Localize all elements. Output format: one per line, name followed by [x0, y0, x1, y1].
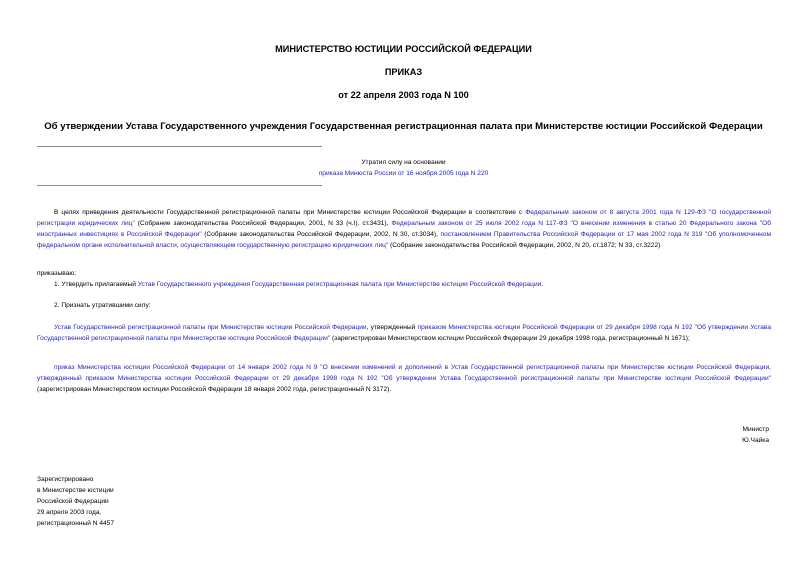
registration-line-3: Российской Федерации [37, 498, 109, 505]
separator-bottom [37, 185, 322, 186]
ministry-name: МИНИСТЕРСТВО ЮСТИЦИИ РОССИЙСКОЙ ФЕДЕРАЦИИ [275, 44, 532, 54]
status-link-wrap [0, 168, 807, 179]
document-title: Об утверждении Устава Государственного учреждения Государственная регистрационная палата при Министерстве юстиции Российской Федерации [44, 121, 763, 132]
signature-position: Министр [742, 426, 769, 433]
signature-name: Ю.Чайка [742, 437, 769, 444]
item-1-text: 1. Утвердить прилагаемый [54, 281, 138, 288]
law-129-fz-link[interactable]: Федеральным законом от 8 августа 2001 года N 129-ФЗ "О государственной регистрации юридических лиц" [37, 209, 771, 227]
document-type: ПРИКАЗ [384, 67, 423, 77]
preamble-text-2: (Собрание законодательства Российской Федерации, 2001, N 33 (ч.I), ст.3431), [134, 220, 392, 227]
charter-link[interactable]: Устав Государственного учреждения Государственная регистрационная палата при Министерстве юстиции Российской Федерации [137, 281, 542, 288]
document-date-number: от 22 апреля 2003 года N 100 [338, 90, 469, 100]
preamble-text-3: (Собрание законодательства Российской Федерации, 2002, N 30, ст.3034), [201, 231, 441, 238]
repealed-order-text: (зарегистрирован Министерством юстиции Российской Федерации 18 января 2002 года, регистрационный N 3172). [37, 386, 392, 393]
status-text: Утратил силу на основании [361, 159, 446, 166]
preamble-text-4: (Собрание законодательства Российской Федерации, 2002, N 20, ст.1872; N 33, ст.3222) [388, 242, 661, 249]
law-117-fz-link[interactable]: Федеральным законом от 25 июля 2002 года N 117-ФЗ "О внесении изменения в статью 20 Федерального закона "Об иностранных инвестициях в Российской Федерации" [37, 220, 772, 238]
repealed-charter-link[interactable]: Устав Государственной регистрационной палаты при Министерстве юстиции Российской Федерации [54, 324, 367, 331]
government-decree-319-link[interactable]: постановлением Правительства Российской Федерации от 17 мая 2002 года N 319 "Об уполномоченном федеральном органе исполнительной власти, осуществляющем государственную регистрацию юридических лиц" [37, 231, 772, 249]
order-word: приказываю: [37, 270, 77, 277]
separator-top [37, 146, 322, 147]
order-192-link[interactable]: приказом Министерства юстиции Российской Федерации от 29 декабря 1998 года N 192 "Об утверждении Устава Государственной регистрационной палаты при Министерстве юстиции Российской Федерации" [37, 324, 771, 342]
registration-line-1: Зарегистрировано [37, 476, 94, 483]
registration-line-5: регистрационный N 4457 [37, 520, 115, 527]
order-9-link[interactable]: приказ Министерства юстиции Российской Федерации от 14 января 2002 года N 9 "О внесении изменений и дополнений в Устав Государственной регистрационной палаты при Министерстве юстиции Российской Федерации, утвержденный приказом Министерства юстиции Российской Федерации от 29 декабря 1998 года N 192 "Об утверждении Устава Государственной регистрационной палаты при Министерстве юстиции Российской Федерации" [37, 364, 771, 382]
item-1 [54, 279, 774, 290]
repealed-charter-paragraph [37, 322, 771, 344]
registration-line-4: 29 апреля 2003 года, [37, 509, 102, 516]
status-link[interactable]: приказа Минюста России от 16 ноября 2005 года N 220 [318, 170, 489, 177]
item-1-end: . [541, 281, 544, 288]
item-2: 2. Признать утратившими силу: [54, 302, 151, 309]
repealed-charter-text-1: , утвержденный [366, 324, 418, 331]
repealed-charter-text-2: (зарегистрирован Министерством юстиции Российской Федерации 29 декабря 1998 года, регистрационный N 1671); [330, 335, 690, 342]
registration-block [37, 474, 114, 529]
registration-line-2: в Министерстве юстиции [37, 487, 114, 494]
preamble-paragraph [37, 207, 771, 251]
preamble-text-1: В целях приведения деятельности Государственной регистрационной палаты при Министерстве юстиции Российской Федерации в соответствие с [54, 209, 526, 216]
repealed-order-paragraph [37, 362, 771, 395]
signature-block [600, 424, 769, 446]
